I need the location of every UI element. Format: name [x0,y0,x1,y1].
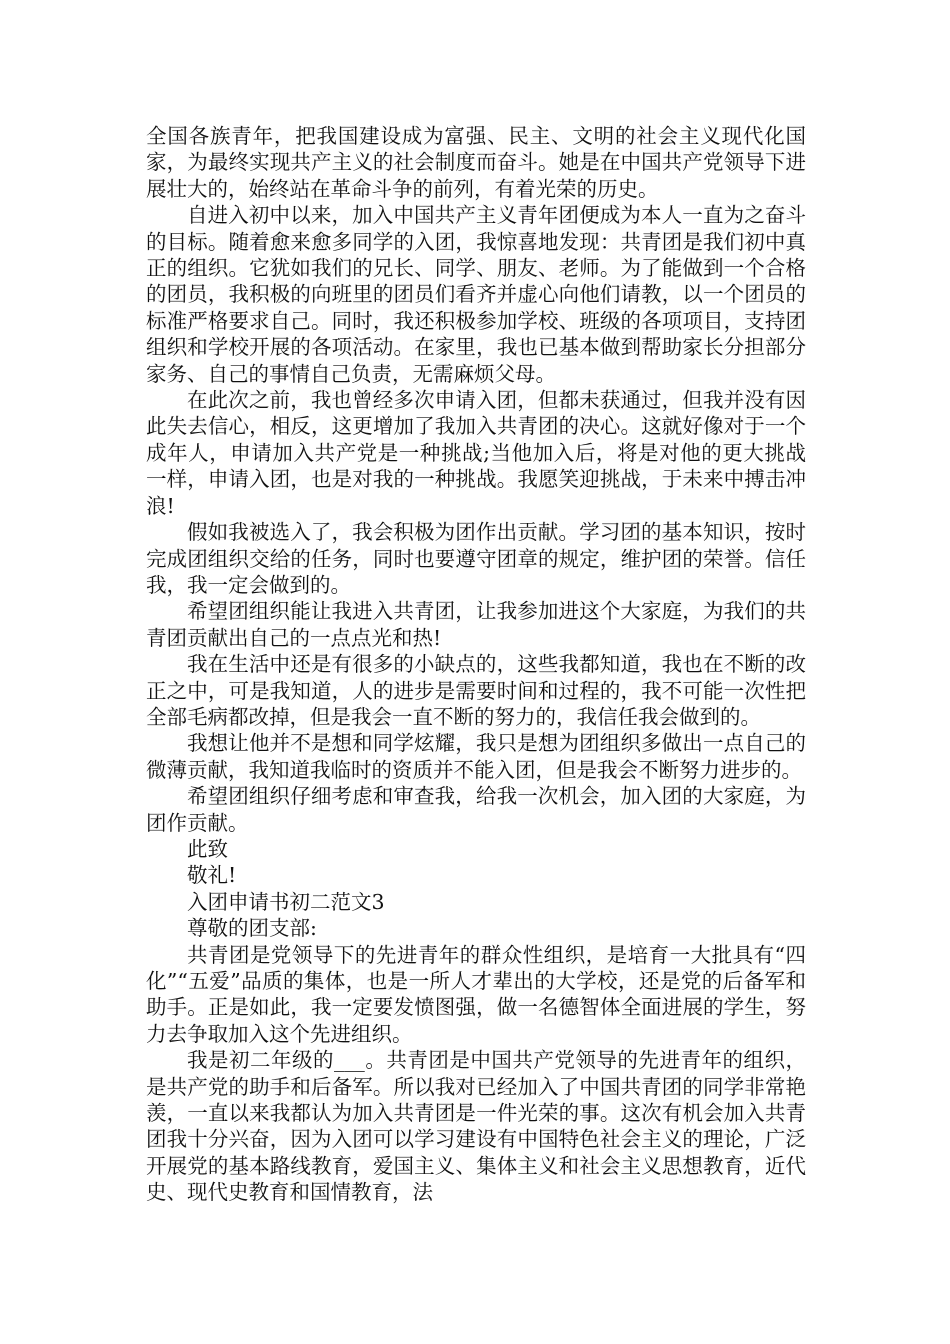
paragraph-previous-attempts: 在此次之前，我也曾经多次申请入团，但都未获通过，但我并没有因此失去信心，相反，这更增加了我加入共青团的决心。这就好像对于一个成年人，申请加入共产党是一种挑战;当他加入后，将是对他的更大挑战一样，申请入团，也是对我的一种挑战。我愿笑迎挑战，于未来中搏击冲浪! [146,388,806,518]
document-page [146,123,806,1206]
closing-regards: 敬礼! [187,863,237,888]
paragraph-shortcomings: 我在生活中还是有很多的小缺点的，这些我都知道，我也在不断的改正之中，可是我知道，人的进步是需要时间和过程的，我不可能一次性把全部毛病都改掉，但是我会一直不断的努力的，我信任我会做到的。 [146,652,806,729]
paragraph-contribution: 假如我被选入了，我会积极为团作出贡献。学习团的基本知识，按时完成团组织交给的任务，同时也要遵守团章的规定，维护团的荣誉。信任我，我一定会做到的。 [146,520,806,597]
paragraph-goal: 自进入初中以来，加入中国共产主义青年团便成为本人一直为之奋斗的目标。随着愈来愈多同学的入团，我惊喜地发现：共青团是我们初中真正的组织。它犹如我们的兄长、同学、朋友、老师。为了能做到一个合格的团员，我积极的向班里的团员们看齐并虚心向他们请教，以一个团员的标准严格要求自己。同时，我还积极参加学校、班级的各项项目，支持团组织和学校开展的各项活动。在家里，我也已基本做到帮助家长分担部分家务、自己的事情自己负责，无需麻烦父母。 [146,203,806,386]
paragraph-league-intro: 共青团是党领导下的先进青年的群众性组织，是培育一大批具有“四化”“五爱”品质的集体，也是一所人才辈出的大学校，还是党的后备军和助手。正是如此，我一定要发愤图强，做一名德智体全面进展的学生，努力去争取加入这个先进组织。 [146,942,806,1046]
greeting: 尊敬的团支部: [187,916,317,941]
section-title: 入团申请书初二范文3 [187,889,385,914]
paragraph-hope: 希望团组织能让我进入共青团，让我参加进这个大家庭，为我们的共青团贡献出自己的一点点光和热! [146,599,806,650]
paragraph-motivation: 我想让他并不是想和同学炫耀，我只是想为团组织多做出一点自己的微薄贡献，我知道我临时的资质并不能入团，但是我会不断努力进步的。 [146,731,806,782]
paragraph-continuation: 全国各族青年，把我国建设成为富强、民主、文明的社会主义现代化国家，为最终实现共产主义的社会制度而奋斗。她是在中国共产党领导下进展壮大的，始终站在革命斗争的前列，有着光荣的历史。 [146,124,806,201]
paragraph-request: 希望团组织仔细考虑和审查我，给我一次机会，加入团的大家庭，为团作贡献。 [146,784,806,835]
paragraph-self-intro: 我是初二年级的___。共青团是中国共产党领导的先进青年的组织，是共产党的助手和后备军。所以我对已经加入了中国共青团的同学非常艳羡，一直以来我都认为加入共青团是一件光荣的事。这次有机会加入共青团我十分兴奋，因为入团可以学习建设有中国特色社会主义的理论，广泛开展党的基本路线教育，爱国主义、集体主义和社会主义思想教育，近代史、现代史教育和国情教育，法 [146,1048,806,1205]
closing-salutation: 此致 [187,836,228,861]
